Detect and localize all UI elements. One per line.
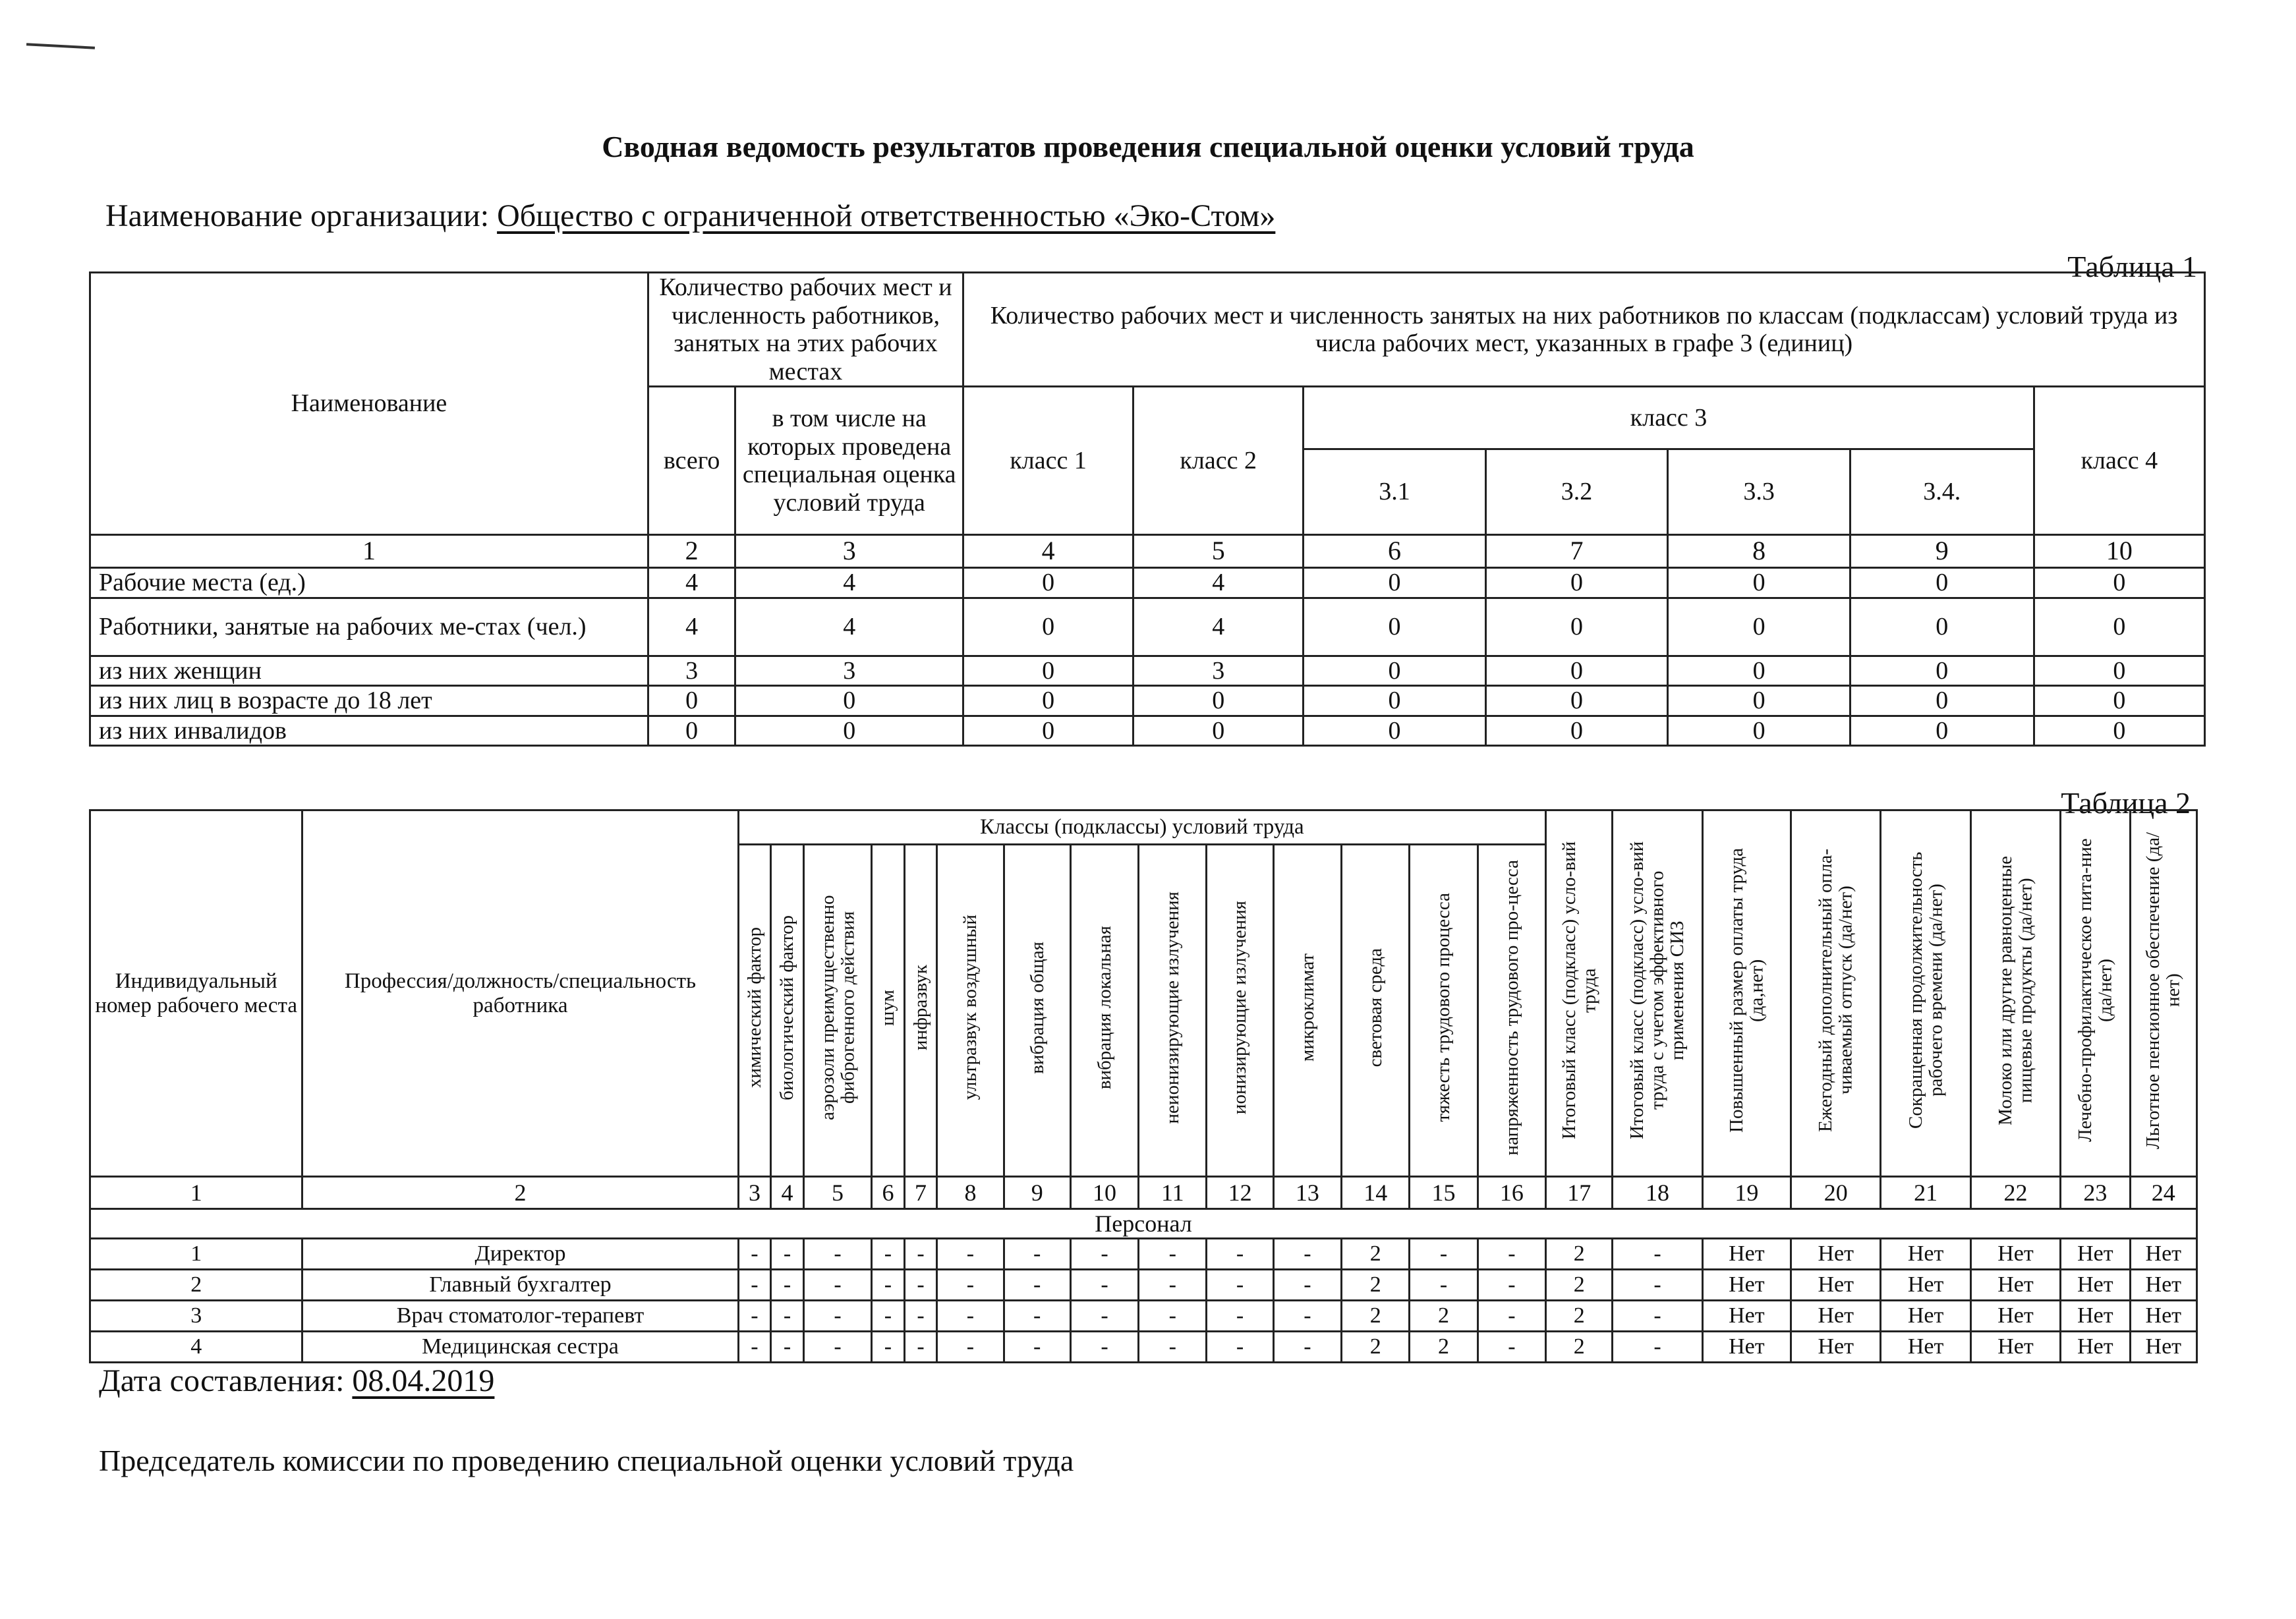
t1-col-number: 6 xyxy=(1304,535,1486,568)
t2-cell: Нет xyxy=(2061,1270,2130,1301)
t1-cell: 0 xyxy=(2034,656,2204,686)
t2-cell: - xyxy=(738,1332,771,1363)
t2-col-number: 20 xyxy=(1791,1177,1881,1209)
summary-table xyxy=(89,271,2206,747)
t2-header-factor: химический фактор xyxy=(738,845,771,1177)
t2-cell: Нет xyxy=(1791,1332,1881,1363)
t2-header-increased-pay: Повышенный размер оплаты труда (да,нет) xyxy=(1702,810,1791,1177)
t1-cell: 0 xyxy=(1485,716,1668,746)
t1-col-number: 3 xyxy=(735,535,963,568)
t2-cell: - xyxy=(1139,1301,1207,1332)
t1-cell: 0 xyxy=(1485,598,1668,656)
t2-header-therapeutic-food: Лечебно-профилактическое пита-ние (да/нет) xyxy=(2061,810,2130,1177)
t1-cell: 0 xyxy=(963,656,1134,686)
t2-cell: - xyxy=(1139,1239,1207,1270)
t2-cell: - xyxy=(803,1301,871,1332)
t1-col-number: 4 xyxy=(963,535,1134,568)
t2-header-factor: тяжесть трудового процесса xyxy=(1410,845,1478,1177)
t1-row xyxy=(90,568,2205,598)
t2-col-number: 1 xyxy=(90,1177,302,1209)
t1-header-3-1: 3.1 xyxy=(1304,449,1486,535)
t2-col-number: 3 xyxy=(738,1177,771,1209)
t2-col-number: 2 xyxy=(302,1177,738,1209)
t1-header-class4: класс 4 xyxy=(2034,387,2204,535)
t2-col-number: 4 xyxy=(771,1177,804,1209)
t1-header-assessed: в том числе на которых проведена специальная оценка условий труда xyxy=(735,387,963,535)
t2-header-id: Индивидуальный номер рабочего места xyxy=(90,810,302,1177)
t2-section-personnel: Персонал xyxy=(90,1209,2197,1239)
t1-header-3-3: 3.3 xyxy=(1668,449,1851,535)
t2-cell: - xyxy=(1478,1270,1545,1301)
t2-cell: Нет xyxy=(2130,1301,2196,1332)
t1-cell: 0 xyxy=(1134,686,1304,716)
t1-cell: 0 xyxy=(1668,568,1851,598)
t2-cell: - xyxy=(904,1332,937,1363)
t1-column-numbers xyxy=(90,535,2205,568)
t1-cell: 0 xyxy=(1304,656,1486,686)
t2-col-number: 17 xyxy=(1546,1177,1613,1209)
t2-cell: 2 xyxy=(1546,1239,1613,1270)
t1-col-number: 8 xyxy=(1668,535,1851,568)
t2-col-number: 24 xyxy=(2130,1177,2196,1209)
document-title: Сводная ведомость результатов проведения специальной оценки условий труда xyxy=(602,130,1694,163)
t1-cell: 4 xyxy=(735,598,963,656)
t1-cell: 0 xyxy=(2034,568,2204,598)
t2-col-number: 18 xyxy=(1613,1177,1702,1209)
t2-cell: - xyxy=(937,1301,1004,1332)
table1-label: Таблица 1 xyxy=(2067,250,2197,283)
t2-cell: - xyxy=(1273,1301,1341,1332)
t2-col-number: 19 xyxy=(1702,1177,1791,1209)
t2-cell: - xyxy=(1207,1301,1273,1332)
t2-cell: 2 xyxy=(1342,1270,1410,1301)
t2-cell: Нет xyxy=(1791,1239,1881,1270)
t2-cell: - xyxy=(1478,1301,1545,1332)
t1-cell: 0 xyxy=(1304,686,1486,716)
t2-cell: - xyxy=(1070,1301,1138,1332)
t2-cell: - xyxy=(1478,1332,1545,1363)
t2-row-profession: Медицинская сестра xyxy=(302,1332,738,1363)
t2-cell: - xyxy=(1410,1239,1478,1270)
t2-row-profession: Директор xyxy=(302,1239,738,1270)
t1-cell: 0 xyxy=(963,686,1134,716)
t1-cell: 0 xyxy=(1485,656,1668,686)
t2-cell: - xyxy=(904,1301,937,1332)
t1-col-number: 10 xyxy=(2034,535,2204,568)
t1-cell: 0 xyxy=(1304,598,1486,656)
t2-cell: - xyxy=(803,1270,871,1301)
t2-header-factor: микроклимат xyxy=(1273,845,1341,1177)
t2-cell: 2 xyxy=(1546,1270,1613,1301)
t2-header-extra-vacation: Ежегодный дополнительный опла-чиваемый отпуск (да/нет) xyxy=(1791,810,1881,1177)
t1-row-name: из них инвалидов xyxy=(90,716,648,746)
t2-header-classes-group: Классы (подклассы) условий труда xyxy=(738,810,1545,845)
t2-header-factor: вибрация общая xyxy=(1004,845,1070,1177)
t2-col-number: 5 xyxy=(803,1177,871,1209)
t1-cell: 0 xyxy=(648,686,735,716)
t1-cell: 0 xyxy=(648,716,735,746)
t1-col-number: 5 xyxy=(1134,535,1304,568)
t1-cell: 3 xyxy=(648,656,735,686)
t2-header-factor: инфразвук xyxy=(904,845,937,1177)
t2-cell: - xyxy=(1070,1332,1138,1363)
t2-cell: - xyxy=(1070,1239,1138,1270)
t2-cell: Нет xyxy=(1791,1270,1881,1301)
t2-cell: - xyxy=(1004,1332,1070,1363)
t2-col-number: 15 xyxy=(1410,1177,1478,1209)
t2-row-profession: Главный бухгалтер xyxy=(302,1270,738,1301)
t2-cell: 2 xyxy=(1546,1332,1613,1363)
t2-cell: - xyxy=(1207,1332,1273,1363)
t1-col-number: 9 xyxy=(1850,535,2034,568)
t2-row-id: 3 xyxy=(90,1301,302,1332)
t2-row-profession: Врач стоматолог-терапевт xyxy=(302,1301,738,1332)
t2-cell: - xyxy=(1139,1332,1207,1363)
t2-cell: Нет xyxy=(2130,1270,2196,1301)
t2-cell: - xyxy=(1139,1270,1207,1301)
t2-cell: - xyxy=(738,1270,771,1301)
t1-row xyxy=(90,686,2205,716)
scan-mark xyxy=(26,43,95,49)
t1-row-name: из них лиц в возрасте до 18 лет xyxy=(90,686,648,716)
t2-cell: - xyxy=(937,1239,1004,1270)
t2-cell: - xyxy=(1004,1270,1070,1301)
t2-cell: - xyxy=(1004,1301,1070,1332)
t1-cell: 0 xyxy=(1850,568,2034,598)
t2-header-factor: световая среда xyxy=(1342,845,1410,1177)
t1-cell: 0 xyxy=(1668,598,1851,656)
t1-header-class1: класс 1 xyxy=(963,387,1134,535)
commission-chair-line: Председатель комиссии по проведению специальной оценки условий труда xyxy=(99,1444,1074,1477)
t1-row-name: из них женщин xyxy=(90,656,648,686)
t1-row-name: Рабочие места (ед.) xyxy=(90,568,648,598)
date-line xyxy=(99,1363,506,1399)
t1-cell: 0 xyxy=(2034,598,2204,656)
t2-cell: Нет xyxy=(1881,1301,1970,1332)
table2-label: Таблица 2 xyxy=(2061,786,2191,820)
t2-header-factor: ионизирующие излучения xyxy=(1207,845,1273,1177)
t1-row-name: Работники, занятые на рабочих ме-стах (чел.) xyxy=(90,598,648,656)
t2-cell: Нет xyxy=(2061,1332,2130,1363)
t2-column-numbers xyxy=(90,1177,2197,1209)
t2-cell: 2 xyxy=(1546,1301,1613,1332)
organization-label: Наименование организации: xyxy=(105,198,490,233)
t2-header-factor: неионизирующие излучения xyxy=(1139,845,1207,1177)
t2-cell: - xyxy=(937,1332,1004,1363)
t1-header-total: всего xyxy=(648,387,735,535)
t1-cell: 0 xyxy=(963,568,1134,598)
t1-header-class-group: Количество рабочих мест и численность занятых на них работников по классам (подклассам) условий труда из числа рабочих мест, указанных в графе 3 (единиц) xyxy=(963,273,2205,387)
t2-header-factor: ультразвук воздушный xyxy=(937,845,1004,1177)
t1-cell: 0 xyxy=(1485,686,1668,716)
t2-cell: - xyxy=(937,1270,1004,1301)
t1-cell: 0 xyxy=(1850,716,2034,746)
t2-cell: Нет xyxy=(1881,1239,1970,1270)
t2-cell: - xyxy=(1273,1332,1341,1363)
t2-header-factor: аэрозоли преимущественно фиброгенного действия xyxy=(803,845,871,1177)
t2-cell: Нет xyxy=(2130,1332,2196,1363)
t1-cell: 0 xyxy=(963,598,1134,656)
t2-cell: - xyxy=(1613,1332,1702,1363)
organization-name: Общество с ограниченной ответственностью «Эко-Стом» xyxy=(497,198,1276,233)
t2-header-milk: Молоко или другие равноценные пищевые продукты (да/нет) xyxy=(1970,810,2060,1177)
t1-cell: 0 xyxy=(2034,686,2204,716)
t2-col-number: 13 xyxy=(1273,1177,1341,1209)
t2-cell: 2 xyxy=(1342,1301,1410,1332)
t2-cell: - xyxy=(872,1332,905,1363)
t1-row xyxy=(90,598,2205,656)
t1-cell: 0 xyxy=(1134,716,1304,746)
t2-col-number: 11 xyxy=(1139,1177,1207,1209)
t2-row xyxy=(90,1301,2197,1332)
t1-cell: 4 xyxy=(648,568,735,598)
t1-cell: 0 xyxy=(1850,686,2034,716)
t2-cell: - xyxy=(803,1332,871,1363)
t1-header-3-2: 3.2 xyxy=(1485,449,1668,535)
t2-cell: - xyxy=(771,1301,804,1332)
t2-cell: Нет xyxy=(1702,1301,1791,1332)
t2-cell: 2 xyxy=(1410,1301,1478,1332)
t2-cell: Нет xyxy=(2061,1301,2130,1332)
t1-cell: 0 xyxy=(1850,598,2034,656)
t1-cell: 4 xyxy=(1134,598,1304,656)
t1-cell: 4 xyxy=(1134,568,1304,598)
t1-cell: 0 xyxy=(963,716,1134,746)
t2-cell: - xyxy=(1410,1270,1478,1301)
t1-cell: 0 xyxy=(1850,656,2034,686)
t1-row xyxy=(90,656,2205,686)
t2-cell: - xyxy=(872,1301,905,1332)
t1-cell: 0 xyxy=(1668,686,1851,716)
t2-row xyxy=(90,1239,2197,1270)
t2-header-factor: биологический фактор xyxy=(771,845,804,1177)
t2-cell: - xyxy=(1004,1239,1070,1270)
t2-cell: Нет xyxy=(1970,1270,2060,1301)
t2-cell: Нет xyxy=(1702,1332,1791,1363)
t1-header-3-4: 3.4. xyxy=(1850,449,2034,535)
t1-cell: 3 xyxy=(1134,656,1304,686)
t1-header-class3: класс 3 xyxy=(1304,387,2034,449)
t2-header-profession: Профессия/должность/специальность работника xyxy=(302,810,738,1177)
t2-row-id: 1 xyxy=(90,1239,302,1270)
t1-cell: 0 xyxy=(2034,716,2204,746)
t1-cell: 0 xyxy=(1485,568,1668,598)
t2-cell: Нет xyxy=(1702,1270,1791,1301)
date-value: 08.04.2019 xyxy=(352,1363,495,1398)
t2-cell: Нет xyxy=(1791,1301,1881,1332)
t1-row xyxy=(90,716,2205,746)
t1-header-name: Наименование xyxy=(90,273,648,535)
t2-row xyxy=(90,1332,2197,1363)
t2-cell: Нет xyxy=(1881,1332,1970,1363)
t2-cell: Нет xyxy=(2061,1239,2130,1270)
date-label: Дата составления: xyxy=(99,1363,345,1398)
t1-cell: 3 xyxy=(735,656,963,686)
t2-col-number: 8 xyxy=(937,1177,1004,1209)
t1-header-class2: класс 2 xyxy=(1134,387,1304,535)
t1-cell: 0 xyxy=(1668,716,1851,746)
t2-cell: Нет xyxy=(1970,1332,2060,1363)
t2-cell: - xyxy=(1207,1239,1273,1270)
t2-cell: Нет xyxy=(1881,1270,1970,1301)
t2-col-number: 21 xyxy=(1881,1177,1970,1209)
t2-col-number: 16 xyxy=(1478,1177,1545,1209)
t2-cell: - xyxy=(872,1239,905,1270)
t2-header-final-class: Итоговый класс (подкласс) усло-вий труда xyxy=(1546,810,1613,1177)
t1-cell: 4 xyxy=(648,598,735,656)
t2-cell: - xyxy=(1613,1301,1702,1332)
t2-cell: - xyxy=(771,1239,804,1270)
t2-header-reduced-hours: Сокращенная продолжительность рабочего времени (да/нет) xyxy=(1881,810,1970,1177)
t2-cell: - xyxy=(1070,1270,1138,1301)
t2-cell: - xyxy=(738,1239,771,1270)
t2-cell: - xyxy=(1207,1270,1273,1301)
t2-col-number: 6 xyxy=(872,1177,905,1209)
t2-cell: - xyxy=(803,1239,871,1270)
t2-col-number: 14 xyxy=(1342,1177,1410,1209)
t2-cell: - xyxy=(1613,1270,1702,1301)
t2-header-factor: шум xyxy=(872,845,905,1177)
t1-col-number: 1 xyxy=(90,535,648,568)
t2-cell: Нет xyxy=(2130,1239,2196,1270)
t2-col-number: 10 xyxy=(1070,1177,1138,1209)
t2-header-factor: напряженность трудового про-цесса xyxy=(1478,845,1545,1177)
t2-cell: - xyxy=(904,1239,937,1270)
t2-row-id: 4 xyxy=(90,1332,302,1363)
t2-col-number: 22 xyxy=(1970,1177,2060,1209)
t2-row xyxy=(90,1270,2197,1301)
t1-cell: 0 xyxy=(1668,656,1851,686)
t1-col-number: 7 xyxy=(1485,535,1668,568)
t2-cell: - xyxy=(1273,1270,1341,1301)
t2-cell: 2 xyxy=(1342,1239,1410,1270)
t2-col-number: 7 xyxy=(904,1177,937,1209)
t2-header-final-class-siz: Итоговый класс (подкласс) усло-вий труда с учетом эффективного применения СИЗ xyxy=(1613,810,1702,1177)
t2-cell: Нет xyxy=(1970,1239,2060,1270)
t2-cell: - xyxy=(1478,1239,1545,1270)
t2-cell: - xyxy=(1273,1239,1341,1270)
t1-cell: 0 xyxy=(735,686,963,716)
t2-cell: - xyxy=(771,1332,804,1363)
t2-col-number: 23 xyxy=(2061,1177,2130,1209)
t2-cell: - xyxy=(872,1270,905,1301)
workplace-table xyxy=(89,809,2198,1363)
organization-line xyxy=(105,198,1291,234)
t2-col-number: 12 xyxy=(1207,1177,1273,1209)
t1-cell: 0 xyxy=(1304,716,1486,746)
t2-header-factor: вибрация локальная xyxy=(1070,845,1138,1177)
t2-cell: - xyxy=(904,1270,937,1301)
t1-cell: 0 xyxy=(1304,568,1486,598)
t2-cell: - xyxy=(738,1301,771,1332)
t2-cell: - xyxy=(1613,1239,1702,1270)
t2-cell: 2 xyxy=(1342,1332,1410,1363)
t1-col-number: 2 xyxy=(648,535,735,568)
t1-cell: 4 xyxy=(735,568,963,598)
t2-row-id: 2 xyxy=(90,1270,302,1301)
t2-cell: - xyxy=(771,1270,804,1301)
t2-header-pension: Льготное пенсионное обеспечение (да/нет) xyxy=(2130,810,2196,1177)
t2-cell: Нет xyxy=(1970,1301,2060,1332)
t1-header-count-group: Количество рабочих мест и численность работников, занятых на этих рабочих местах xyxy=(648,273,963,387)
t2-cell: Нет xyxy=(1702,1239,1791,1270)
t2-cell: 2 xyxy=(1410,1332,1478,1363)
t2-col-number: 9 xyxy=(1004,1177,1070,1209)
t1-cell: 0 xyxy=(735,716,963,746)
